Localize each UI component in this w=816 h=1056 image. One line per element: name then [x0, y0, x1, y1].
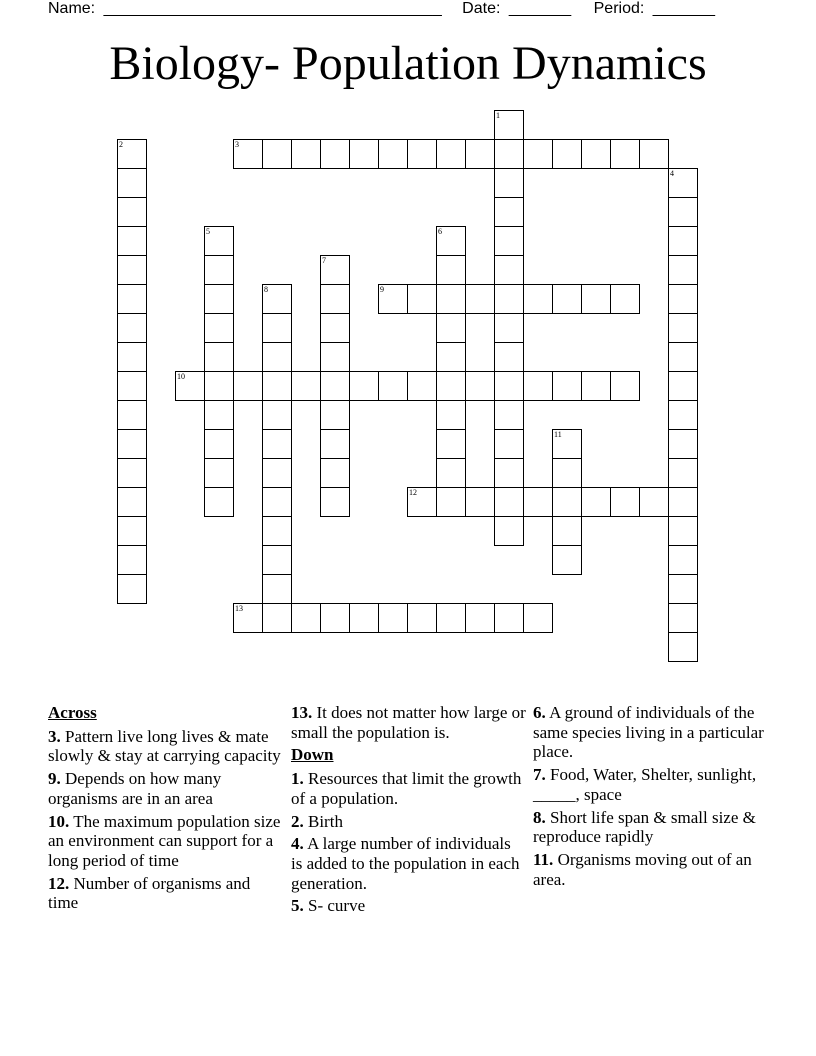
crossword-cell[interactable]: [262, 603, 292, 633]
crossword-cell[interactable]: [552, 545, 582, 575]
crossword-cell[interactable]: [494, 284, 524, 314]
crossword-cell[interactable]: [320, 255, 350, 285]
crossword-cell[interactable]: [668, 574, 698, 604]
crossword-cell[interactable]: [117, 255, 147, 285]
crossword-cell[interactable]: [436, 284, 466, 314]
clue-column-2: [291, 703, 526, 919]
crossword-cell[interactable]: [494, 197, 524, 227]
crossword-cell[interactable]: [320, 429, 350, 459]
page-title: Biology- Population Dynamics: [109, 37, 707, 90]
crossword-cell[interactable]: [436, 342, 466, 372]
clue-across-13: 13. It does not matter how large or small the population is.: [291, 703, 526, 742]
crossword-cell[interactable]: [494, 516, 524, 546]
crossword-cell[interactable]: [465, 603, 495, 633]
crossword-cell[interactable]: [204, 400, 234, 430]
crossword-cell[interactable]: [494, 487, 524, 517]
crossword-cell[interactable]: [204, 458, 234, 488]
crossword-cell[interactable]: [320, 284, 350, 314]
crossword-cell[interactable]: [320, 400, 350, 430]
clue-number: 7: [322, 256, 326, 265]
crossword-cell[interactable]: [436, 458, 466, 488]
clue-down-2: 2. Birth: [291, 811, 343, 831]
name-blank[interactable]: ______________________________________: [103, 0, 442, 17]
crossword-cell[interactable]: [552, 516, 582, 546]
crossword-cell[interactable]: [523, 603, 553, 633]
crossword-cell[interactable]: [436, 603, 466, 633]
crossword-cell[interactable]: [668, 255, 698, 285]
crossword-cell[interactable]: [465, 139, 495, 169]
clue-down-7: 7. Food, Water, Shelter, sunlight, _____, space: [533, 765, 757, 804]
crossword-cell[interactable]: [668, 226, 698, 256]
crossword-cell[interactable]: [581, 284, 611, 314]
crossword-cell[interactable]: [610, 487, 640, 517]
crossword-cell[interactable]: [436, 371, 466, 401]
clue-across-9: 9. Depends on how many organisms are in an area: [48, 769, 222, 808]
crossword-cell[interactable]: [204, 226, 234, 256]
crossword-cell[interactable]: [436, 400, 466, 430]
crossword-cell[interactable]: [117, 197, 147, 227]
crossword-cell[interactable]: [233, 603, 263, 633]
clue-number: 13: [235, 604, 243, 613]
crossword-cell[interactable]: [668, 545, 698, 575]
crossword-cell[interactable]: [668, 400, 698, 430]
crossword-cell[interactable]: [581, 487, 611, 517]
crossword-cell[interactable]: [262, 458, 292, 488]
crossword-cell[interactable]: [523, 139, 553, 169]
crossword-cell[interactable]: [668, 371, 698, 401]
crossword-cell[interactable]: [552, 429, 582, 459]
crossword-cell[interactable]: [494, 371, 524, 401]
crossword-cell[interactable]: [117, 313, 147, 343]
crossword-cell[interactable]: [552, 284, 582, 314]
crossword-cell[interactable]: [117, 487, 147, 517]
crossword-cell[interactable]: [494, 400, 524, 430]
crossword-cell[interactable]: [117, 400, 147, 430]
crossword-cell[interactable]: [291, 603, 321, 633]
clue-number: 3: [235, 140, 239, 149]
clue-across-12: 12. Number of organisms and time: [48, 873, 251, 913]
crossword-cell[interactable]: [552, 371, 582, 401]
crossword-cell[interactable]: [668, 168, 698, 198]
crossword-cell[interactable]: [117, 458, 147, 488]
crossword-cell[interactable]: [494, 139, 524, 169]
clue-number: 9: [380, 285, 384, 294]
crossword-cell[interactable]: [117, 516, 147, 546]
crossword-cell[interactable]: [436, 226, 466, 256]
crossword-cell[interactable]: [523, 371, 553, 401]
crossword-cell[interactable]: [436, 487, 466, 517]
crossword-cell[interactable]: [407, 284, 437, 314]
crossword-cell[interactable]: [349, 603, 379, 633]
crossword-cell[interactable]: [204, 313, 234, 343]
crossword-cell[interactable]: [552, 487, 582, 517]
crossword-cell[interactable]: [378, 603, 408, 633]
crossword-cell[interactable]: [407, 139, 437, 169]
clue-down-11: 11. Organisms moving out of an area.: [533, 849, 752, 889]
crossword-cell[interactable]: [523, 487, 553, 517]
crossword-cell[interactable]: [465, 487, 495, 517]
crossword-cell[interactable]: [581, 371, 611, 401]
crossword-cell[interactable]: [204, 255, 234, 285]
crossword-cell[interactable]: [117, 139, 147, 169]
crossword-cell[interactable]: [291, 371, 321, 401]
crossword-cell[interactable]: [465, 371, 495, 401]
clue-down-4: 4. A large number of individuals is added to the population in each generation.: [291, 834, 520, 893]
crossword-cell[interactable]: [436, 139, 466, 169]
crossword-cell[interactable]: [117, 429, 147, 459]
clue-number: 4: [670, 169, 674, 178]
clue-column-1: [48, 703, 283, 916]
crossword-cell[interactable]: [262, 516, 292, 546]
crossword-cell[interactable]: [204, 342, 234, 372]
clue-number: 6: [438, 227, 442, 236]
crossword-cell[interactable]: [117, 168, 147, 198]
crossword-cell[interactable]: [378, 371, 408, 401]
clue-number: 10: [177, 372, 185, 381]
crossword-cell[interactable]: [320, 139, 350, 169]
name-label: Name:: [48, 0, 96, 17]
crossword-cell[interactable]: [349, 371, 379, 401]
crossword-cell[interactable]: [407, 487, 437, 517]
crossword-cell[interactable]: [204, 284, 234, 314]
crossword-cell[interactable]: [668, 313, 698, 343]
clue-number: 8: [264, 285, 268, 294]
crossword-cell[interactable]: [668, 603, 698, 633]
crossword-cell[interactable]: [262, 139, 292, 169]
crossword-cell[interactable]: [581, 139, 611, 169]
crossword-cell[interactable]: [407, 603, 437, 633]
clue-across-3: 3. Pattern live long lives & mate slowly & stay at carrying capacity: [48, 726, 281, 766]
crossword-cell[interactable]: [494, 168, 524, 198]
crossword-cell[interactable]: [378, 284, 408, 314]
period-blank[interactable]: _______: [652, 0, 716, 17]
crossword-cell[interactable]: [668, 458, 698, 488]
crossword-cell[interactable]: [262, 371, 292, 401]
crossword-cell[interactable]: [204, 371, 234, 401]
crossword-cell[interactable]: [639, 139, 669, 169]
crossword-cell[interactable]: [117, 226, 147, 256]
crossword-cell[interactable]: [436, 313, 466, 343]
crossword-cell[interactable]: [233, 371, 263, 401]
crossword-cell[interactable]: [204, 429, 234, 459]
crossword-cell[interactable]: [233, 139, 263, 169]
crossword-cell[interactable]: [204, 487, 234, 517]
clue-down-8: 8. Short life span & small size & reproduce rapidly: [533, 807, 756, 847]
crossword-cell[interactable]: [262, 400, 292, 430]
crossword-cell[interactable]: [262, 487, 292, 517]
crossword-cell[interactable]: [523, 284, 553, 314]
crossword-cell[interactable]: [320, 487, 350, 517]
crossword-cell[interactable]: [436, 255, 466, 285]
crossword-cell[interactable]: [494, 110, 524, 140]
crossword-cell[interactable]: [610, 284, 640, 314]
crossword-cell[interactable]: [639, 487, 669, 517]
crossword-cell[interactable]: [320, 371, 350, 401]
crossword-cell[interactable]: [349, 139, 379, 169]
crossword-cell[interactable]: [262, 429, 292, 459]
clue-column-3: [533, 703, 768, 892]
clue-number: 5: [206, 227, 210, 236]
crossword-cell[interactable]: [610, 371, 640, 401]
date-blank[interactable]: _______: [508, 0, 572, 17]
crossword-cell[interactable]: [668, 197, 698, 227]
crossword-cell[interactable]: [552, 458, 582, 488]
crossword-cell[interactable]: [262, 342, 292, 372]
crossword-cell[interactable]: [378, 139, 408, 169]
clue-number: 1: [496, 111, 500, 120]
period-label: Period:: [593, 0, 645, 17]
crossword-cell[interactable]: [320, 603, 350, 633]
crossword-cell[interactable]: [668, 284, 698, 314]
crossword-cell[interactable]: [320, 458, 350, 488]
crossword-cell[interactable]: [494, 429, 524, 459]
crossword-cell[interactable]: [436, 429, 466, 459]
crossword-cell[interactable]: [117, 574, 147, 604]
crossword-cell[interactable]: [407, 371, 437, 401]
crossword-cell[interactable]: [262, 284, 292, 314]
crossword-cell[interactable]: [494, 255, 524, 285]
crossword-cell[interactable]: [552, 139, 582, 169]
crossword-cell[interactable]: [494, 226, 524, 256]
clue-number: 11: [554, 430, 562, 439]
clue-number: 12: [409, 488, 417, 497]
date-label: Date:: [462, 0, 501, 17]
crossword-cell[interactable]: [117, 342, 147, 372]
crossword-cell[interactable]: [175, 371, 205, 401]
crossword-cell[interactable]: [262, 313, 292, 343]
crossword-cell[interactable]: [494, 458, 524, 488]
crossword-cell[interactable]: [117, 371, 147, 401]
crossword-cell[interactable]: [610, 139, 640, 169]
crossword-cell[interactable]: [320, 342, 350, 372]
clue-number: 2: [119, 140, 123, 149]
crossword-cell[interactable]: [291, 139, 321, 169]
crossword-cell[interactable]: [668, 632, 698, 662]
clue-down-5: 5. S- curve: [291, 896, 366, 916]
crossword-cell[interactable]: [668, 429, 698, 459]
across-heading: Across: [48, 703, 97, 722]
crossword-cell[interactable]: [494, 342, 524, 372]
crossword-cell[interactable]: [262, 545, 292, 575]
crossword-cell[interactable]: [494, 603, 524, 633]
down-heading: Down: [291, 745, 334, 765]
crossword-cell[interactable]: [320, 313, 350, 343]
crossword-cell[interactable]: [117, 284, 147, 314]
crossword-cell[interactable]: [262, 574, 292, 604]
crossword-cell[interactable]: [668, 487, 698, 517]
crossword-cell[interactable]: [668, 342, 698, 372]
crossword-cell[interactable]: [494, 313, 524, 343]
crossword-cell[interactable]: [668, 516, 698, 546]
clue-across-10: 10. The maximum population size an environment can support for a long period of time: [48, 811, 281, 870]
crossword-cell[interactable]: [465, 284, 495, 314]
crossword-cell[interactable]: [117, 545, 147, 575]
clue-down-6: 6. A ground of individuals of the same species living in a particular place.: [533, 703, 764, 762]
clue-down-1: 1. Resources that limit the growth of a population.: [291, 769, 522, 808]
